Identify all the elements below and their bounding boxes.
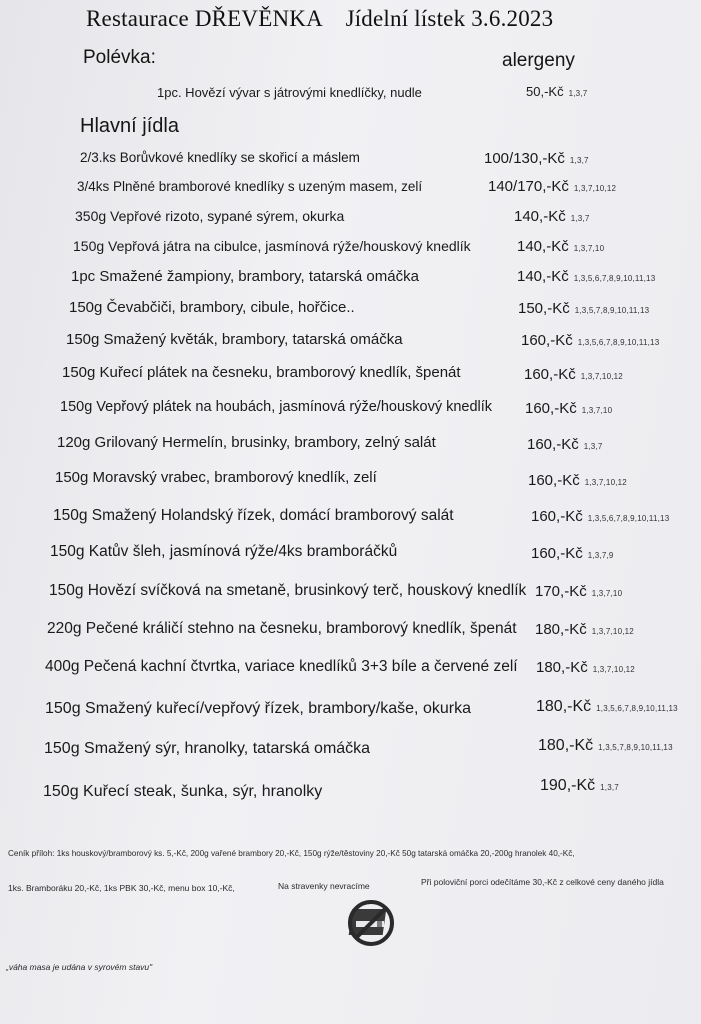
price-value: 190,-Kč	[540, 777, 596, 794]
price-value: 50,-Kč	[526, 84, 564, 99]
price-value: 180,-Kč	[536, 659, 588, 676]
allergen-codes: 1,3,7,10,12	[592, 665, 635, 674]
price-value: 180,-Kč	[536, 698, 592, 715]
price-value: 160,-Kč	[531, 508, 583, 525]
allergen-codes: 1,3,7,10,12	[580, 372, 623, 381]
dish-name: 150g Kuřecí steak, šunka, sýr, hranolky	[43, 783, 323, 800]
price-value: 180,-Kč	[538, 737, 594, 754]
dish-price	[517, 238, 604, 255]
allergen-codes: 1,3,7,10,12	[591, 627, 634, 636]
allergen-codes: 1,3,7,10,12	[573, 184, 617, 193]
allergen-codes: 1,3,5,6,7,8,9,10,11,13	[587, 514, 670, 523]
dish-name: 150g Kuřecí plátek na česneku, bramborový knedlík, špenát	[62, 364, 461, 381]
dish-name: 150g Smažený kuřecí/vepřový řízek, brambory/kaše, okurka	[45, 700, 471, 717]
dish-name: 150g Smažený květák, brambory, tatarská omáčka	[66, 331, 403, 348]
allergen-codes: 1,3,5,7,8,9,10,11,13	[574, 306, 650, 315]
dish-price	[528, 472, 627, 489]
dish-name: 1pc Smažené žampiony, brambory, tatarská omáčka	[71, 268, 419, 285]
dish-price	[518, 300, 649, 317]
dish-name: 120g Grilovaný Hermelín, brusinky, brambory, zelný salát	[57, 434, 436, 451]
dish-price	[540, 777, 619, 795]
price-value: 160,-Kč	[528, 472, 580, 489]
dish-name: 150g Vepřový plátek na houbách, jasmínová rýže/houskový knedlík	[60, 399, 493, 415]
dish-price	[525, 400, 612, 417]
dish-price	[538, 737, 673, 755]
dish-price	[527, 436, 603, 453]
allergen-codes: 1,3,5,6,7,8,9,10,11,13	[573, 274, 656, 283]
restaurant-name: Restaurace DŘEVĚNKA	[86, 6, 322, 31]
weight-note: „váha masa je udána v syrovém stavu"	[6, 962, 153, 972]
soup-item-name: 1pc. Hovězí vývar s játrovými knedlíčky, nudle	[157, 85, 422, 100]
dish-price	[521, 332, 659, 349]
price-value: 140,-Kč	[517, 238, 569, 255]
dish-price	[536, 698, 678, 716]
allergen-codes: 1,3,7	[570, 214, 590, 223]
dish-name: 150g Smažený sýr, hranolky, tatarská omáčka	[44, 740, 371, 757]
price-value: 160,-Kč	[525, 400, 577, 417]
dish-price	[524, 366, 623, 383]
dish-price	[484, 150, 589, 167]
dish-price	[535, 583, 622, 600]
allergen-codes: 1,3,7,9	[587, 551, 614, 560]
price-value: 180,-Kč	[535, 621, 587, 638]
price-value: 160,-Kč	[524, 366, 576, 383]
price-value: 140,-Kč	[517, 268, 569, 285]
dish-name: 150g Vepřová játra na cibulce, jasmínová rýže/houskový knedlík	[73, 238, 471, 254]
dish-price	[536, 659, 635, 676]
allergen-codes: 1,3,7	[568, 89, 588, 98]
dish-name: 350g Vepřové rizoto, sypané sýrem, okurka	[75, 208, 345, 224]
dish-name: 150g Hovězí svíčková na smetaně, brusinkový terč, houskový knedlík	[49, 582, 527, 599]
dish-price	[517, 268, 655, 285]
price-value: 140/170,-Kč	[488, 178, 569, 195]
dish-name: 150g Smažený Holandský řízek, domácí bramborový salát	[53, 507, 454, 524]
allergen-codes: 1,3,5,6,7,8,9,10,11,13	[577, 338, 660, 347]
half-portion-note: Při poloviční porci odečítáme 30,-Kč z celkové ceny daného jídla	[421, 877, 664, 887]
price-value: 160,-Kč	[521, 332, 573, 349]
no-smoking-sign-icon	[345, 897, 397, 949]
page-title	[86, 6, 553, 32]
side-dish-pricelist: Ceník příloh: 1ks houskový/bramborový ks. 5,-Kč, 200g vařené brambory 20,-Kč, 150g rýže/těstoviny 20,-Kč 50g tatarská omáčka 20,-200g hranolek 40,-Kč,	[8, 849, 575, 858]
dish-name: 3/4ks Plněné bramborové knedlíky s uzeným masem, zelí	[77, 179, 423, 194]
allergen-codes: 1,3,5,6,7,8,9,10,11,13	[596, 704, 678, 713]
soup-item-price	[526, 84, 587, 99]
voucher-note: Na stravenky nevracíme	[278, 881, 370, 891]
allergen-codes: 1,3,7	[583, 442, 603, 451]
allergen-codes: 1,3,7	[569, 156, 589, 165]
allergen-codes: 1,3,5,7,8,9,10,11,13	[598, 743, 673, 752]
price-value: 140,-Kč	[514, 208, 566, 225]
dish-price	[535, 621, 634, 638]
allergen-codes: 1,3,7,10	[573, 244, 605, 253]
dish-price	[531, 508, 669, 525]
dish-price	[488, 178, 616, 195]
dish-name: 220g Pečené králičí stehno na česneku, bramborový knedlík, špenát	[47, 620, 517, 637]
price-value: 150,-Kč	[518, 300, 570, 317]
extras-pricelist: 1ks. Bramboráku 20,-Kč, 1ks PBK 30,-Kč, menu box 10,-Kč,	[8, 883, 235, 893]
dish-name: 150g Čevabčiči, brambory, cibule, hořčice..	[69, 299, 355, 316]
allergens-header: alergeny	[502, 50, 575, 71]
price-value: 160,-Kč	[531, 545, 583, 562]
dish-price	[531, 545, 614, 562]
dish-name: 150g Moravský vrabec, bramborový knedlík, zelí	[55, 469, 377, 486]
soup-section-title: Polévka:	[83, 47, 156, 68]
dish-name: 150g Katův šleh, jasmínová rýže/4ks bramboráčků	[50, 543, 398, 560]
allergen-codes: 1,3,7,10,12	[584, 478, 627, 487]
price-value: 160,-Kč	[527, 436, 579, 453]
dish-price	[514, 208, 590, 225]
allergen-codes: 1,3,7	[600, 783, 619, 792]
price-value: 170,-Kč	[535, 583, 587, 600]
dish-name: 2/3.ks Borůvkové knedlíky se skořicí a máslem	[80, 150, 360, 165]
menu-date-title: Jídelní lístek 3.6.2023	[345, 6, 554, 31]
price-value: 100/130,-Kč	[484, 150, 565, 167]
allergen-codes: 1,3,7,10	[581, 406, 613, 415]
main-section-title: Hlavní jídla	[80, 115, 179, 137]
allergen-codes: 1,3,7,10	[591, 589, 623, 598]
dish-name: 400g Pečená kachní čtvrtka, variace knedlíků 3+3 bíle a červené zelí	[45, 658, 518, 675]
